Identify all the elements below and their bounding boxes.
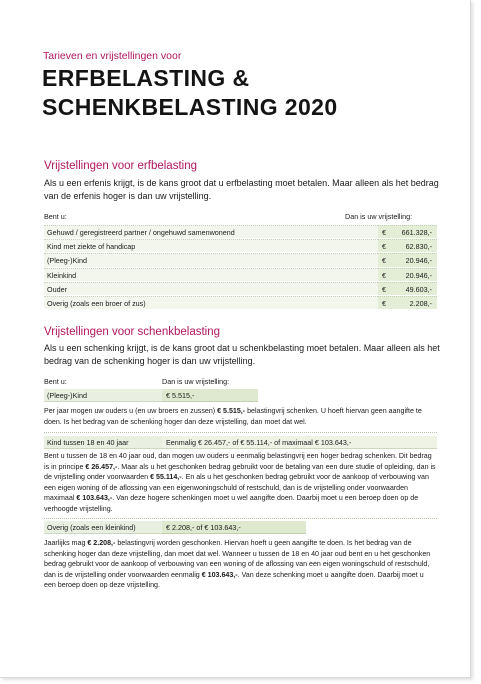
schenk-kind-text	[44, 406, 437, 427]
amount-value: 49.603,-	[405, 284, 432, 294]
schenk-kind-label: (Pleeg-)Kind	[44, 389, 162, 402]
schenk-overig-amount: € 2.208,- of € 103.643,-	[162, 521, 306, 534]
kicker-text: Tarieven en vrijstellingen voor	[43, 50, 182, 62]
amount-value: 20.946,-	[405, 270, 432, 280]
schenk-col-bent-u: Bent u:	[44, 377, 67, 386]
erf-intro: Als u een erfenis krijgt, is de kans groot dat u erfbelasting moet betalen. Maar alleen als het bedrag van de erfenis hoger is dan uw vrijstelling.	[44, 178, 439, 201]
erf-table-row	[44, 238, 437, 252]
schenk-young-amount: Eenmalig € 26.457,- of € 55.114,- of maximaal € 103.643,-	[162, 436, 437, 449]
erf-row-amount	[378, 253, 437, 266]
paragraph-text: Per jaar mogen uw ouders u (en uw broers en zussen)	[44, 407, 218, 415]
erf-row-label: Kleinkind	[44, 268, 378, 281]
erf-row-amount	[378, 296, 437, 309]
erf-table-row	[44, 252, 437, 266]
schenk-row-kind	[44, 389, 437, 402]
currency-symbol: €	[382, 256, 386, 266]
amount-value: 2.208,-	[409, 298, 432, 308]
amount-value: 62.830,-	[405, 242, 432, 252]
erf-table-row	[44, 295, 437, 309]
schenk-overig-label: Overig (zoals een kleinkind)	[44, 521, 162, 534]
schenk-row-overig	[44, 521, 437, 534]
paragraph-text: belastingvrij worden geschonken. Hiervan hoeft u geen aangifte te doen. Is het bedrag van de schenking hoger dan deze vrijstelling, dan moet dat wel. Wanneer u tussen de 18 en 40 jaar oud bent en u het geschonken bedrag gebruikt voor de aankoop of verbouwing van een woning of de aflossing van een eigen woningschuld of restschuld, dan is de vrijstelling onder voorwaarden eenmalig	[44, 539, 431, 579]
paragraph-text: . Van deze hogere schenkingen moet u wel aangifte doen. Daarbij moet u een beroep doen op de verhoogde vrijstelling.	[44, 494, 419, 513]
currency-symbol: €	[382, 284, 386, 294]
erf-table-body	[44, 224, 437, 309]
page-title-line-1: ERFBELASTING &	[42, 65, 250, 91]
schenk-row-young	[44, 436, 437, 449]
highlighted-amount: € 55.114,-	[150, 473, 182, 482]
currency-symbol: €	[382, 298, 386, 308]
highlighted-amount: € 5.515,-	[217, 407, 246, 415]
schenk-young-text	[44, 451, 437, 515]
erf-row-label: Gehuwd / geregistreerd partner / ongehuwd samenwonend	[44, 225, 378, 238]
erf-row-amount	[378, 239, 437, 252]
highlighted-amount: € 103.643,-	[201, 570, 238, 579]
currency-symbol: €	[382, 242, 386, 252]
divider	[44, 518, 437, 519]
erf-heading: Vrijstellingen voor erfbelasting	[44, 160, 197, 172]
erf-col-bent-u: Bent u:	[44, 212, 67, 221]
highlighted-amount: € 26.457,-	[85, 462, 118, 471]
erf-row-amount	[378, 225, 437, 238]
schenk-table-header	[44, 376, 437, 388]
amount-value: 20.946,-	[405, 256, 432, 266]
highlighted-amount: € 2.208,-	[87, 539, 116, 547]
erf-row-label: Kind met ziekte of handicap	[44, 239, 378, 252]
schenk-intro: Als u een schenking krijgt, is de kans groot dat u schenkbelasting moet betalen. Maar alleen als het bedrag van de schenking hoger is dan uw vrijstelling.	[44, 343, 440, 366]
schenk-overig-text	[44, 538, 437, 591]
paragraph-text: . Van deze schenking moet u aangifte doen. Daarbij moet u een beroep doen op deze vrijstelling.	[44, 570, 424, 590]
currency-symbol: €	[382, 228, 386, 237]
schenk-col-vrijstelling: Dan is uw vrijstelling:	[162, 377, 230, 386]
erf-table-row	[44, 224, 437, 238]
page-title-line-2: SCHENKBELASTING 2020	[42, 94, 338, 120]
erf-row-amount	[378, 282, 437, 295]
erf-row-label: Overig (zoals een broer of zus)	[44, 296, 378, 309]
paragraph-text: . Maar als u het geschonken bedrag gebruikt voor de betaling van een dure studie of opleiding, dan is de vrijstelling onder voorwaarden	[44, 462, 436, 482]
erf-row-label: Ouder	[44, 282, 378, 295]
schenk-heading: Vrijstellingen voor schenkbelasting	[44, 326, 221, 338]
erf-table	[44, 210, 437, 309]
erf-row-label: (Pleeg-)Kind	[44, 253, 378, 266]
paragraph-text: Jaarlijks mag	[44, 539, 88, 547]
schenk-kind-amount: € 5.515,-	[162, 389, 258, 402]
paragraph-text: . En als u het geschonken bedrag gebruikt voor de aankoop of verbouwing van een eigen woning of de aflossing van een eigenwoningschuld of restschuld, dan is de vrijstelling onder voorwaarden maximaal	[44, 473, 429, 503]
currency-symbol: €	[382, 270, 386, 280]
paragraph-text: belastingvrij schenken. U hoeft hiervan geen aangifte te doen. Is het bedrag van de schenking hoger dan deze vrijstelling, dan moet dat wel.	[44, 407, 422, 426]
paragraph-text: Bent u tussen de 18 en 40 jaar oud, dan mogen uw ouders u eenmalig belastingvrij een hoger bedrag schenken. Dit bedrag is in principe	[44, 452, 432, 471]
schenk-young-label: Kind tussen 18 en 40 jaar	[44, 436, 162, 449]
amount-value: 661.328,-	[401, 228, 432, 237]
erf-col-vrijstelling: Dan is uw vrijstelling:	[345, 212, 413, 221]
erf-table-header	[44, 210, 437, 224]
page-title	[42, 64, 338, 122]
highlighted-amount: € 103.643,-	[76, 494, 113, 503]
erf-row-amount	[378, 268, 437, 281]
divider	[44, 432, 437, 433]
erf-table-row	[44, 267, 437, 281]
erf-table-row	[44, 281, 437, 295]
